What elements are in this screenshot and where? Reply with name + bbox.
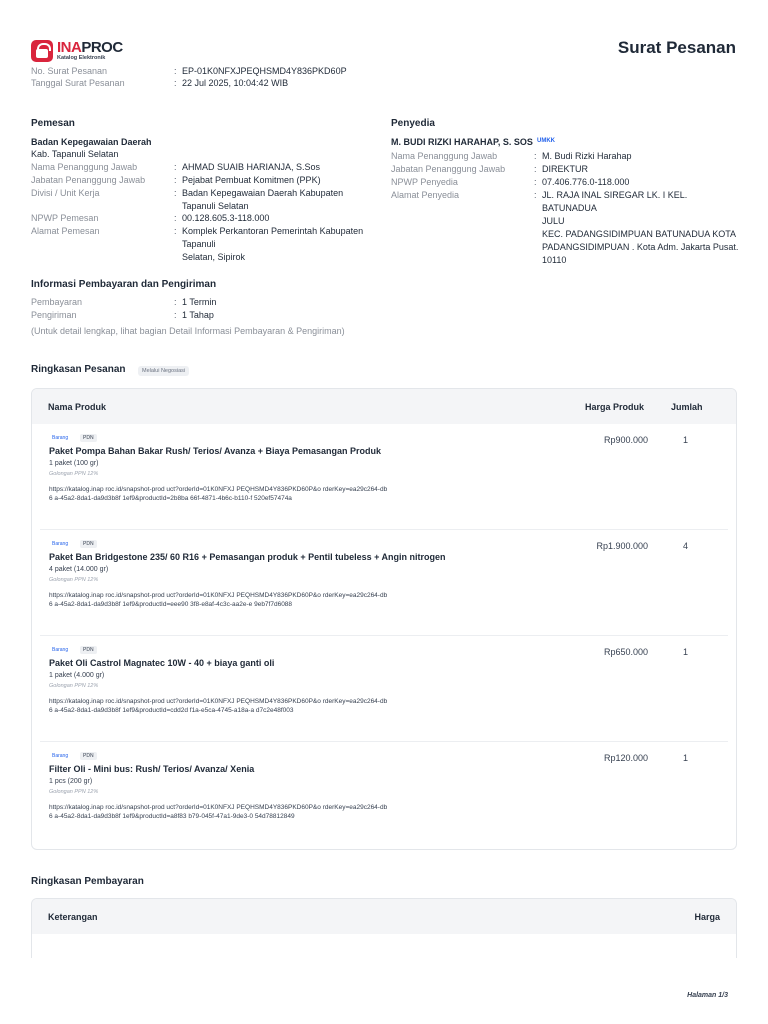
pemesan-pj-row: Nama Penanggung Jawab : AHMAD SUAIB HARIANJA, S.Sos <box>31 162 321 172</box>
pembayaran-row: Pembayaran : 1 Termin <box>31 297 217 307</box>
field-label: Alamat Penyedia <box>391 190 460 200</box>
document-title: Surat Pesanan <box>617 38 736 57</box>
product-ppn: Golongan PPN 12% <box>49 577 99 583</box>
product-name: Paket Pompa Bahan Bakar Rush/ Terios/ Avanza + Biaya Pemasangan Produk <box>49 446 382 456</box>
col-price: Harga <box>694 912 720 922</box>
logo-name: INAPROC <box>57 39 123 57</box>
field-value: Komplek Perkantoran Pemerintah Kabupaten Tapanuli Selatan, Sipirok <box>182 226 364 262</box>
penyedia-name: M. BUDI RIZKI HARAHAP, S. SOS <box>391 137 533 147</box>
order-date-row: Tanggal Surat Pesanan : 22 Jul 2025, 10:04:42 WIB <box>31 78 289 88</box>
product-snapshot-link[interactable]: https://katalog.inap roc.id/snapshot-prod uct?orderId=01K0NFXJ PEQHSMD4Y836PKD60P&o rderKey=ea29c264-db6 a-45a2-8da1-da9d3b8f 1ef9&productId=eee90 3f8-e8af-4c3c-aa2e-e 9eb7f7d6088 <box>49 592 388 608</box>
field-value: M. Budi Rizki Harahap <box>542 151 632 161</box>
penyedia-jabatan-row: Jabatan Penanggung Jawab : DIREKTUR <box>391 164 589 174</box>
product-count: 1 <box>683 435 689 445</box>
field-label: NPWP Penyedia <box>391 177 458 187</box>
logo-subtitle: Katalog Elektronik <box>57 55 106 62</box>
field-value: Pejabat Pembuat Komitmen (PPK) <box>182 175 321 185</box>
pdn-tag: PDN <box>80 540 97 548</box>
product-snapshot-link[interactable]: https://katalog.inap roc.id/snapshot-prod uct?orderId=01K0NFXJ PEQHSMD4Y836PKD60P&o rderKey=ea29c264-db6 a-45a2-8da1-da9d3b8f 1ef9&productId=cdd2d f1a-e5ca-4745-a18a-a d7c2e48f003 <box>49 698 388 714</box>
pemesan-alamat-row: Alamat Pemesan : Komplek Perkantoran Pemerintah Kabupaten Tapanuli Selatan, Sipirok <box>31 226 364 262</box>
pdn-tag: PDN <box>80 752 97 760</box>
product-qty-desc: 1 paket (4.000 gr) <box>49 672 105 679</box>
field-value: JL. RAJA INAL SIREGAR LK. I KEL. BATUNADUA JULU KEC. PADANGSIDIMPUAN BATUNADUA KOTA PADANGSIDIMPUAN . Kota Adm. Jakarta Pusat. 10110 <box>542 190 739 265</box>
field-label: Divisi / Unit Kerja <box>31 188 100 198</box>
field-value: Badan Kepegawaian Daerah Kabupaten Tapanuli Selatan <box>182 188 344 211</box>
order-table-header <box>32 389 736 424</box>
product-snapshot-link[interactable]: https://katalog.inap roc.id/snapshot-prod uct?orderId=01K0NFXJ PEQHSMD4Y836PKD60P&o rderKey=ea29c264-db6 a-45a2-8da1-da9d3b8f 1ef9&productId=a8f83 b79-045f-47a1-9de3-0 54d78812849 <box>49 804 388 820</box>
field-value: 00.128.605.3-118.000 <box>182 213 270 223</box>
product-price: Rp120.000 <box>603 753 648 763</box>
product-name: Paket Oli Castrol Magnatec 10W - 40 + biaya ganti oli <box>49 658 275 668</box>
product-count: 4 <box>683 541 689 551</box>
pdn-tag: PDN <box>80 646 97 654</box>
col-quantity: Jumlah <box>671 402 703 412</box>
order-date-label: Tanggal Surat Pesanan <box>31 78 125 88</box>
pemesan-divisi-row: Divisi / Unit Kerja : Badan Kepegawaian Daerah Kabupaten Tapanuli Selatan <box>31 188 344 211</box>
payment-summary-title: Ringkasan Pembayaran <box>31 876 144 887</box>
category-tag: Barang <box>52 435 69 441</box>
negotiation-badge: Melalui Negosiasi <box>138 366 189 376</box>
penyedia-title: Penyedia <box>391 118 435 129</box>
payment-table-header <box>32 899 736 934</box>
pemesan-npwp-row: NPWP Pemesan : 00.128.605.3-118.000 <box>31 213 270 223</box>
field-value: 07.406.776.0-118.000 <box>542 177 630 187</box>
table-row <box>32 424 737 530</box>
field-label: Jabatan Penanggung Jawab <box>391 164 506 174</box>
table-row <box>32 742 737 848</box>
product-name: Paket Ban Bridgestone 235/ 60 R16 + Pemasangan produk + Pentil tubeless + Angin nitrogen <box>49 552 446 562</box>
product-name: Filter Oli - Mini bus: Rush/ Terios/ Avanza/ Xenia <box>49 764 255 774</box>
order-date-value: 22 Jul 2025, 10:04:42 WIB <box>182 78 289 88</box>
pemesan-org-line1: Badan Kepegawaian Daerah <box>31 137 152 147</box>
umkk-badge: UMKK <box>537 138 555 144</box>
payment-info-note: (Untuk detail lengkap, lihat bagian Detail Informasi Pembayaran & Pengiriman) <box>31 326 345 336</box>
payment-table <box>31 898 737 958</box>
page-number: Halaman 1/3 <box>687 992 728 999</box>
field-label: Pengiriman <box>31 310 77 320</box>
field-value: AHMAD SUAIB HARIANJA, S.Sos <box>182 162 321 172</box>
category-tag: Barang <box>52 541 69 547</box>
table-row <box>32 530 737 636</box>
product-price: Rp650.000 <box>603 647 648 657</box>
category-tag: Barang <box>52 753 69 759</box>
order-summary-title: Ringkasan Pesanan <box>31 364 126 375</box>
shopping-bag-icon <box>31 40 53 62</box>
pemesan-jabatan-row: Jabatan Penanggung Jawab : Pejabat Pembuat Komitmen (PPK) <box>31 175 321 185</box>
inaproc-logo <box>31 40 123 62</box>
pemesan-title: Pemesan <box>31 118 75 129</box>
field-value: 1 Termin <box>182 297 217 307</box>
col-product-name: Nama Produk <box>48 402 107 412</box>
field-label: Alamat Pemesan <box>31 226 100 236</box>
product-price: Rp1.900.000 <box>596 541 648 551</box>
pemesan-org-line2: Kab. Tapanuli Selatan <box>31 149 119 159</box>
pengiriman-row: Pengiriman : 1 Tahap <box>31 310 214 320</box>
product-price: Rp900.000 <box>603 435 648 445</box>
field-value: 1 Tahap <box>182 310 214 320</box>
payment-info-title: Informasi Pembayaran dan Pengiriman <box>31 279 217 290</box>
penyedia-pj-row: Nama Penanggung Jawab : M. Budi Rizki Harahap <box>391 151 632 161</box>
field-label: Nama Penanggung Jawab <box>391 151 498 161</box>
order-number-label: No. Surat Pesanan <box>31 66 108 76</box>
pdn-tag: PDN <box>80 434 97 442</box>
product-snapshot-link[interactable]: https://katalog.inap roc.id/snapshot-prod uct?orderId=01K0NFXJ PEQHSMD4Y836PKD60P&o rderKey=ea29c264-db6 a-45a2-8da1-da9d3b8f 1ef9&productId=2b8ba 66f-4871-4b6c-b110-f 520ef57474a <box>49 486 388 502</box>
product-ppn: Golongan PPN 12% <box>49 471 99 477</box>
field-label: Pembayaran <box>31 297 83 307</box>
order-number-value: EP-01K0NFXJPEQHSMD4Y836PKD60P <box>182 66 347 76</box>
product-qty-desc: 1 paket (100 gr) <box>49 460 99 467</box>
col-product-price: Harga Produk <box>585 402 645 412</box>
product-ppn: Golongan PPN 12% <box>49 683 99 689</box>
field-label: Jabatan Penanggung Jawab <box>31 175 146 185</box>
penyedia-alamat-row: Alamat Penyedia : JL. RAJA INAL SIREGAR LK. I KEL. BATUNADUA JULU KEC. PADANGSIDIMPUAN BATUNADUA KOTA PADANGSIDIMPUAN . Kota Adm. Jakarta Pusat. 10110 <box>391 189 742 267</box>
order-table <box>31 388 737 850</box>
table-row <box>32 636 737 742</box>
field-label: NPWP Pemesan <box>31 213 99 223</box>
product-qty-desc: 1 pcs (200 gr) <box>49 778 93 785</box>
field-value: DIREKTUR <box>542 164 589 174</box>
col-description: Keterangan <box>48 912 98 922</box>
product-ppn: Golongan PPN 12% <box>49 789 99 795</box>
product-qty-desc: 4 paket (14.000 gr) <box>49 566 109 573</box>
field-label: Nama Penanggung Jawab <box>31 162 138 172</box>
product-count: 1 <box>683 647 689 657</box>
product-count: 1 <box>683 753 689 763</box>
penyedia-npwp-row: NPWP Penyedia : 07.406.776.0-118.000 <box>391 177 630 187</box>
category-tag: Barang <box>52 647 69 653</box>
order-number-row: No. Surat Pesanan : EP-01K0NFXJPEQHSMD4Y836PKD60P <box>31 66 347 76</box>
